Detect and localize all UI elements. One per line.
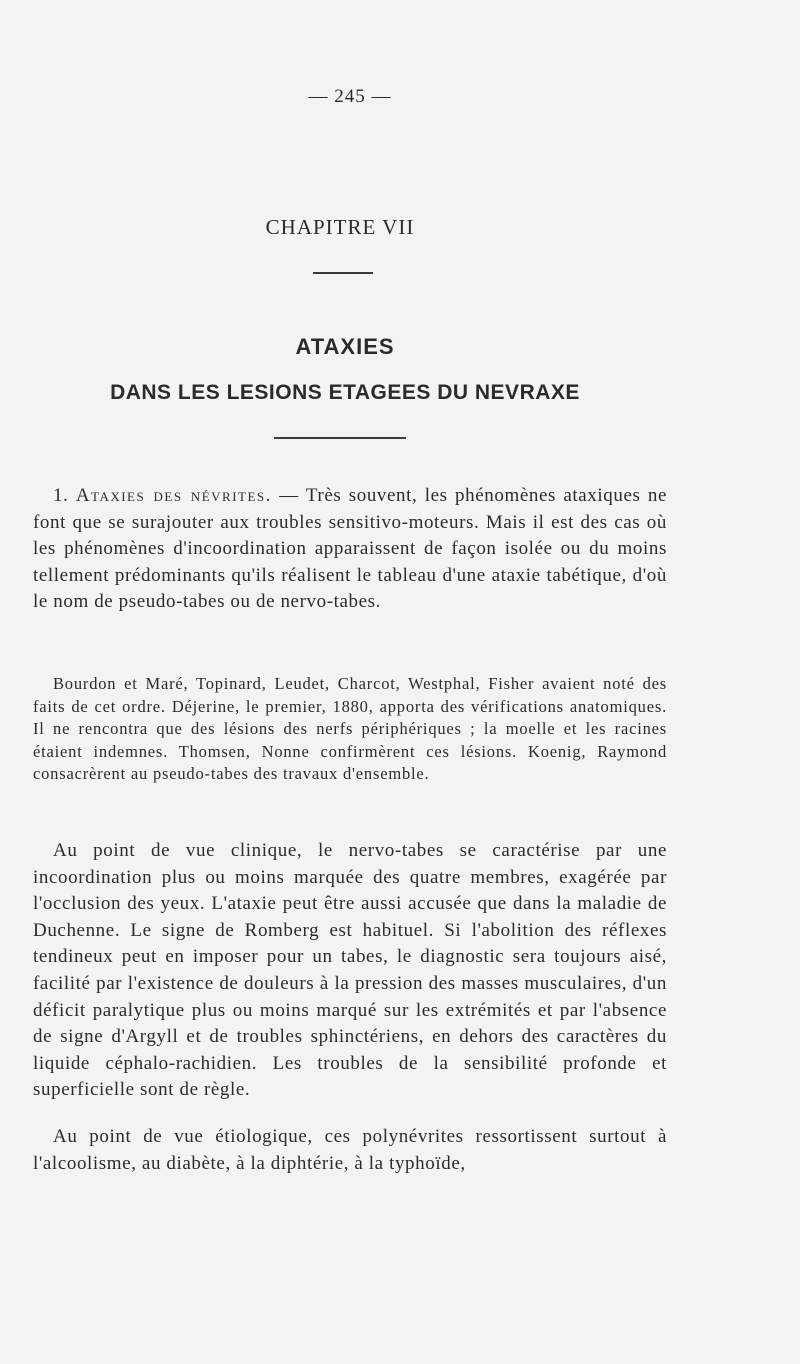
section-body: — Très souvent, les phénomènes ataxiques ne font que se surajouter aux troubles sensitivo-moteurs. Mais il est des cas où les phénomènes d'incoordination apparaissent de façon isolée ou du moins tellement prédominants qu'ils réalisent le tableau d'une ataxie tabétique, d'où le nom de pseudo-tabes ou de nervo-tabes. — [33, 485, 667, 613]
paragraph-etiology-text: Au point de vue étiologique, ces polynévrites ressortissent surtout à l'alcoolisme, au diabète, à la diphtérie, à la typhoïde, — [33, 1126, 667, 1174]
section-heading: Ataxies des névrites. — [75, 485, 272, 506]
chapter-title: ATAXIES — [295, 334, 395, 359]
section-number: 1. — [53, 485, 69, 506]
divider-short — [313, 272, 373, 274]
section-1-paragraph — [33, 483, 667, 616]
chapter-label: CHAPITRE VII — [265, 215, 415, 239]
paragraph-clinical — [33, 838, 667, 1104]
paragraph-clinical-text: Au point de vue clinique, le nervo-tabes se caractérise par une incoordination plus ou moins marquée des quatre membres, exagérée par l'occlusion des yeux. L'ataxie peut être aussi accusée que dans la maladie de Duchenne. Le signe de Romberg est habituel. Si l'abolition des réflexes tendineux peut en imposer pour un tabes, le diagnostic sera toujours aisé, facilité par l'existence de douleurs à la pression des masses musculaires, d'un déficit paralytique plus ou moins marqué sur les extrémités et par l'absence de signe d'Argyll et de troubles sphinctériens, en dehors des caractères du liquide céphalo-rachidien. Les troubles de la sensibilité profonde et superficielle sont de règle. — [33, 840, 667, 1101]
divider-long — [274, 437, 406, 439]
paragraph-history-text: Bourdon et Maré, Topinard, Leudet, Charcot, Westphal, Fisher avaient noté des faits de cet ordre. Déjerine, le premier, 1880, apporta des vérifications anatomiques. Il ne rencontra que des lésions des nerfs périphériques ; la moelle et les racines étaient indemnes. Thomsen, Nonne confirmèrent ces lésions. Koenig, Raymond consacrèrent au pseudo-tabes des travaux d'ensemble. — [33, 674, 667, 784]
paragraph-history — [33, 673, 667, 786]
paragraph-etiology — [33, 1124, 667, 1177]
page-number: — 245 — — [308, 86, 392, 107]
chapter-subtitle: DANS LES LESIONS ETAGEES DU NEVRAXE — [110, 381, 580, 404]
